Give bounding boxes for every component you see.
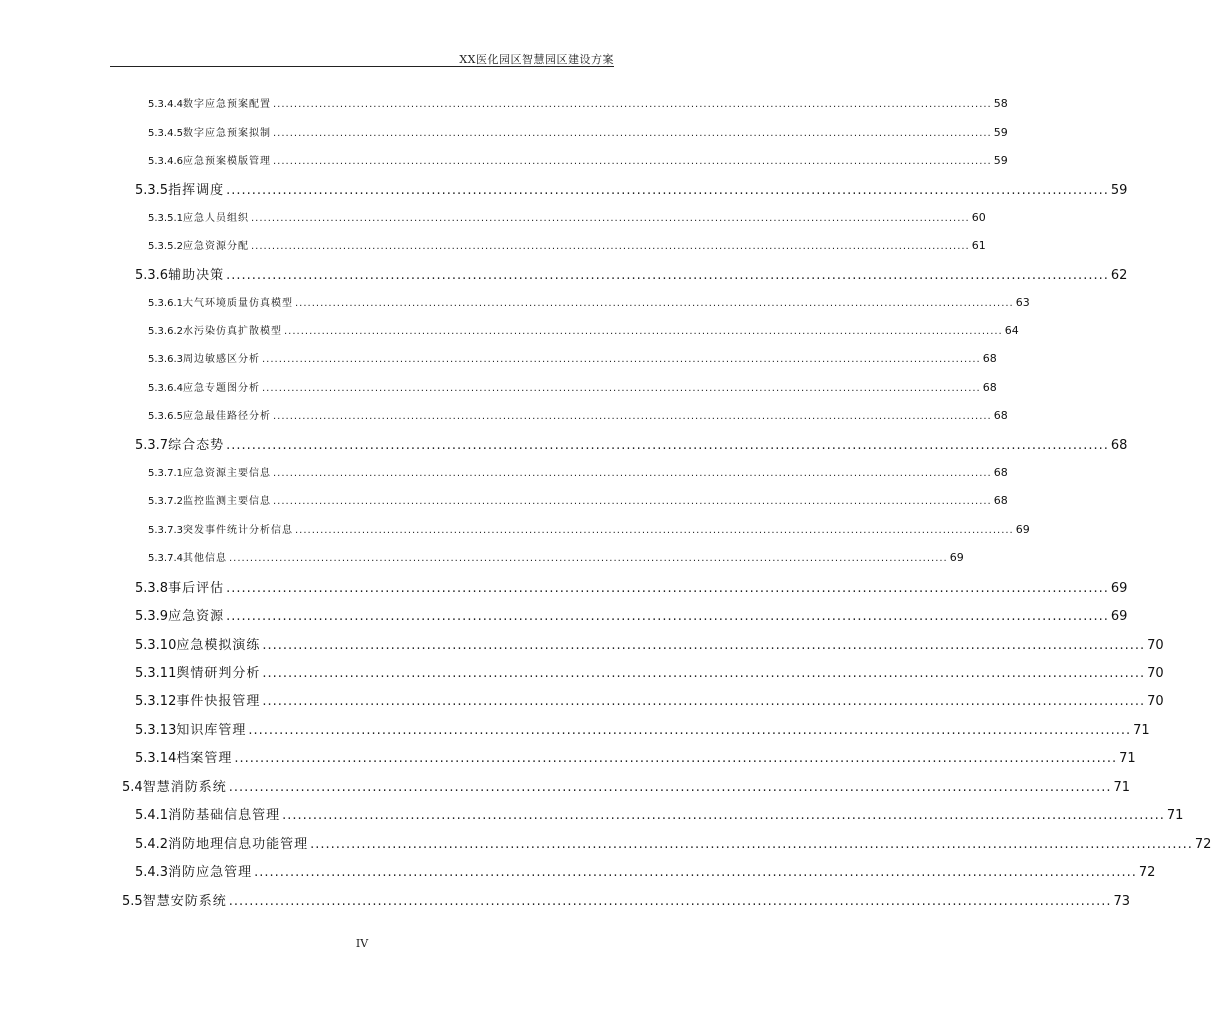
toc-entry-number: 5.3.5.2 bbox=[148, 241, 183, 252]
toc-entry-page: 71 bbox=[1113, 780, 1131, 795]
toc-leader-dots: ............................................................................................................................................................................ bbox=[226, 581, 1109, 596]
toc-entry[interactable] bbox=[148, 521, 1030, 536]
toc-leader-dots: ............................................................................................................................................................................ bbox=[234, 751, 1118, 766]
toc-entry-title: 知识库管理 bbox=[176, 723, 247, 738]
toc-entry-number: 5.3.12 bbox=[135, 694, 177, 709]
toc-leader-dots: ............................................................................................................................................................................ bbox=[273, 128, 992, 139]
toc-entry-page: 62 bbox=[1110, 268, 1128, 283]
toc-entry-number: 5.3.14 bbox=[135, 751, 177, 766]
toc-entry-title: 应急模拟演练 bbox=[176, 638, 261, 653]
toc-entry-page: 60 bbox=[971, 211, 986, 224]
toc-leader-dots: ............................................................................................................................................................................ bbox=[251, 213, 970, 224]
toc-entry[interactable] bbox=[135, 719, 1150, 738]
toc-entry-number: 5.3.7.2 bbox=[148, 496, 183, 507]
toc-entry-number: 5.4.3 bbox=[135, 865, 169, 880]
toc-leader-dots: ............................................................................................................................................................................ bbox=[310, 837, 1193, 852]
toc-entry-page: 72 bbox=[1194, 837, 1211, 852]
toc-entry-number: 5.3.6.3 bbox=[148, 354, 183, 365]
toc-entry-title: 智慧安防系统 bbox=[142, 894, 227, 909]
toc-leader-dots: ............................................................................................................................................................................ bbox=[273, 99, 992, 110]
toc-entry-title: 辅助决策 bbox=[168, 268, 225, 283]
toc-entry-number: 5.3.7 bbox=[135, 438, 169, 453]
toc-entry-page: 69 bbox=[1015, 523, 1030, 536]
toc-entry-page: 68 bbox=[993, 494, 1008, 507]
toc-entry-number: 5.4 bbox=[122, 780, 143, 795]
toc-entry[interactable] bbox=[135, 434, 1128, 453]
toc-entry-page: 58 bbox=[993, 97, 1008, 110]
toc-entry-page: 69 bbox=[949, 551, 964, 564]
toc-leader-dots: ............................................................................................................................................................................ bbox=[295, 298, 1014, 309]
toc-entry-page: 68 bbox=[982, 381, 997, 394]
toc-entry-page: 68 bbox=[982, 352, 997, 365]
toc-entry-number: 5.4.2 bbox=[135, 837, 169, 852]
toc-entry-page: 59 bbox=[993, 154, 1008, 167]
toc-entry-number: 5.3.7.4 bbox=[148, 553, 183, 564]
toc-entry[interactable] bbox=[122, 890, 1131, 909]
toc-entry-title: 应急资源 bbox=[168, 609, 225, 624]
toc-entry[interactable] bbox=[148, 209, 986, 224]
toc-leader-dots: ............................................................................................................................................................................ bbox=[248, 723, 1132, 738]
toc-entry-title: 应急资源分配 bbox=[183, 241, 249, 252]
toc-entry[interactable] bbox=[135, 690, 1164, 709]
toc-leader-dots: ............................................................................................................................................................................ bbox=[226, 183, 1109, 198]
toc-entry-title: 智慧消防系统 bbox=[142, 780, 227, 795]
toc-entry-number: 5.3.4.4 bbox=[148, 99, 183, 110]
toc-entry[interactable] bbox=[148, 492, 1008, 507]
toc-entry-page: 59 bbox=[993, 126, 1008, 139]
toc-leader-dots: ............................................................................................................................................................................ bbox=[282, 808, 1165, 823]
toc-entry-title: 事件快报管理 bbox=[176, 694, 261, 709]
page-number: IV bbox=[355, 937, 369, 950]
toc-entry-title: 应急专题图分析 bbox=[183, 383, 260, 394]
toc-entry-number: 5.3.10 bbox=[135, 638, 177, 653]
toc-leader-dots: ............................................................................................................................................................................ bbox=[273, 468, 992, 479]
toc-entry[interactable] bbox=[148, 407, 1008, 422]
toc-entry[interactable] bbox=[148, 322, 1019, 337]
toc-entry-page: 68 bbox=[993, 409, 1008, 422]
toc-entry-number: 5.3.9 bbox=[135, 609, 169, 624]
toc-entry-number: 5.3.7.1 bbox=[148, 468, 183, 479]
toc-entry-title: 事后评估 bbox=[168, 581, 225, 596]
toc-entry-page: 68 bbox=[1110, 438, 1128, 453]
toc-entry[interactable] bbox=[135, 833, 1211, 852]
toc-entry[interactable] bbox=[148, 464, 1008, 479]
toc-leader-dots: ............................................................................................................................................................................ bbox=[262, 694, 1146, 709]
toc-entry-page: 70 bbox=[1147, 666, 1164, 681]
toc-leader-dots: ............................................................................................................................................................................ bbox=[226, 268, 1109, 283]
toc-entry-page: 72 bbox=[1138, 865, 1156, 880]
toc-entry-page: 63 bbox=[1015, 296, 1030, 309]
toc-entry-number: 5.3.7.3 bbox=[148, 525, 183, 536]
toc-entry-title: 消防应急管理 bbox=[168, 865, 253, 880]
toc-entry-page: 71 bbox=[1166, 808, 1184, 823]
toc-entry-title: 应急资源主要信息 bbox=[183, 468, 271, 479]
toc-entry[interactable] bbox=[135, 861, 1156, 880]
toc-entry-page: 64 bbox=[1004, 324, 1019, 337]
toc-entry-title: 消防基础信息管理 bbox=[168, 808, 281, 823]
toc-entry[interactable] bbox=[148, 549, 964, 564]
toc-entry-title: 突发事件统计分析信息 bbox=[183, 525, 293, 536]
toc-entry-title: 水污染仿真扩散模型 bbox=[183, 326, 282, 337]
toc-entry[interactable] bbox=[148, 237, 986, 252]
running-header bbox=[110, 48, 614, 67]
toc-entry-title: 监控监测主要信息 bbox=[183, 496, 271, 507]
toc-entry[interactable] bbox=[135, 179, 1128, 198]
toc-entry-number: 5.3.4.5 bbox=[148, 128, 183, 139]
toc-entry[interactable] bbox=[148, 124, 1008, 139]
toc-entry[interactable] bbox=[148, 379, 997, 394]
toc-entry-title: 数字应急预案拟制 bbox=[183, 128, 271, 139]
toc-leader-dots: ............................................................................................................................................................................ bbox=[228, 894, 1112, 909]
toc-entry-number: 5.3.6.2 bbox=[148, 326, 183, 337]
toc-entry[interactable] bbox=[135, 747, 1136, 766]
toc-leader-dots: ............................................................................................................................................................................ bbox=[251, 241, 970, 252]
toc-entry-title: 其他信息 bbox=[183, 553, 227, 564]
toc-entry[interactable] bbox=[135, 605, 1128, 624]
toc-leader-dots: ............................................................................................................................................................................ bbox=[284, 326, 1003, 337]
toc-entry[interactable] bbox=[135, 577, 1128, 596]
toc-entry-page: 70 bbox=[1147, 638, 1164, 653]
toc-entry-page: 59 bbox=[1110, 183, 1128, 198]
toc-entry[interactable] bbox=[135, 634, 1164, 653]
toc-entry-page: 71 bbox=[1119, 751, 1136, 766]
toc-leader-dots: ............................................................................................................................................................................ bbox=[262, 638, 1146, 653]
toc-entry-title: 消防地理信息功能管理 bbox=[168, 837, 309, 852]
toc-entry-page: 69 bbox=[1110, 609, 1128, 624]
toc-leader-dots: ............................................................................................................................................................................ bbox=[273, 411, 992, 422]
toc-entry-title: 数字应急预案配置 bbox=[183, 99, 271, 110]
toc-entry-page: 71 bbox=[1133, 723, 1150, 738]
toc-entry[interactable] bbox=[148, 294, 1030, 309]
toc-leader-dots: ............................................................................................................................................................................ bbox=[254, 865, 1137, 880]
toc-entry[interactable] bbox=[135, 264, 1128, 283]
toc-leader-dots: ............................................................................................................................................................................ bbox=[262, 666, 1146, 681]
toc-entry-title: 周边敏感区分析 bbox=[183, 354, 260, 365]
toc-entry[interactable] bbox=[148, 350, 997, 365]
toc-leader-dots: ............................................................................................................................................................................ bbox=[226, 609, 1109, 624]
toc-entry-number: 5.3.6 bbox=[135, 268, 169, 283]
toc-entry-number: 5.3.6.1 bbox=[148, 298, 183, 309]
toc-entry-title: 指挥调度 bbox=[168, 183, 225, 198]
toc-entry[interactable] bbox=[122, 776, 1131, 795]
toc-entry-number: 5.3.5 bbox=[135, 183, 169, 198]
toc-entry-title: 档案管理 bbox=[176, 751, 233, 766]
toc-entry-title: 应急预案模版管理 bbox=[183, 156, 271, 167]
toc-entry-number: 5.3.8 bbox=[135, 581, 169, 596]
toc-leader-dots: ............................................................................................................................................................................ bbox=[229, 553, 948, 564]
toc-entry-page: 61 bbox=[971, 239, 986, 252]
toc-entry-number: 5.4.1 bbox=[135, 808, 169, 823]
toc-leader-dots: ............................................................................................................................................................................ bbox=[262, 354, 981, 365]
toc-entry-page: 73 bbox=[1113, 894, 1131, 909]
toc-entry-title: 舆情研判分析 bbox=[176, 666, 261, 681]
document-title: XX医化园区智慧园区建设方案 bbox=[459, 53, 614, 66]
toc-entry-number: 5.5 bbox=[122, 894, 143, 909]
toc-entry-number: 5.3.11 bbox=[135, 666, 177, 681]
toc-leader-dots: ............................................................................................................................................................................ bbox=[273, 496, 992, 507]
toc-entry-number: 5.3.13 bbox=[135, 723, 177, 738]
toc-entry-page: 68 bbox=[993, 466, 1008, 479]
toc-entry-title: 大气环境质量仿真模型 bbox=[183, 298, 293, 309]
toc-entry[interactable] bbox=[135, 662, 1164, 681]
toc-entry-title: 综合态势 bbox=[168, 438, 225, 453]
toc-entry-title: 应急最佳路径分析 bbox=[183, 411, 271, 422]
toc-entry-number: 5.3.6.4 bbox=[148, 383, 183, 394]
toc-entry[interactable] bbox=[135, 804, 1184, 823]
toc-leader-dots: ............................................................................................................................................................................ bbox=[226, 438, 1109, 453]
toc-leader-dots: ............................................................................................................................................................................ bbox=[273, 156, 992, 167]
toc-entry[interactable] bbox=[148, 152, 1008, 167]
toc-entry-number: 5.3.6.5 bbox=[148, 411, 183, 422]
toc-entry-page: 69 bbox=[1110, 581, 1128, 596]
toc-leader-dots: ............................................................................................................................................................................ bbox=[228, 780, 1112, 795]
toc-leader-dots: ............................................................................................................................................................................ bbox=[295, 525, 1014, 536]
toc-entry-title: 应急人员组织 bbox=[183, 213, 249, 224]
toc-entry[interactable] bbox=[148, 95, 1008, 110]
toc-entry-page: 70 bbox=[1147, 694, 1164, 709]
toc-entry-number: 5.3.5.1 bbox=[148, 213, 183, 224]
toc-entry-number: 5.3.4.6 bbox=[148, 156, 183, 167]
toc-leader-dots: ............................................................................................................................................................................ bbox=[262, 383, 981, 394]
